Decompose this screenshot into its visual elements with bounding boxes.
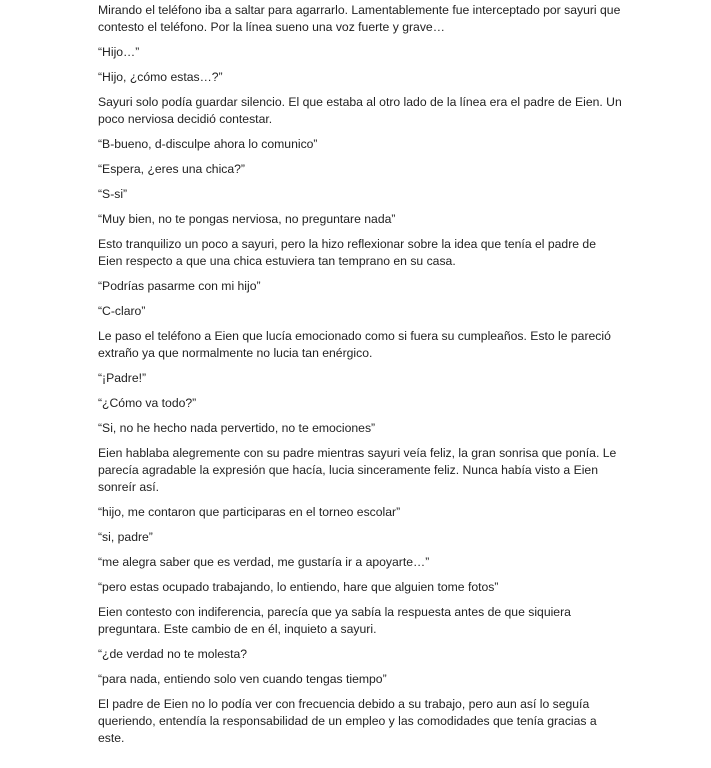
paragraph-23: “para nada, entiendo solo ven cuando tengas tiempo” [98, 672, 387, 686]
paragraph-12: Le paso el teléfono a Eien que lucía emocionado como si fuera su cumpleaños. Esto le pareció extraño ya que normalmente no lucia tan enérgico. [98, 329, 611, 360]
paragraph-14: “¿Cómo va todo?” [98, 396, 197, 410]
paragraph-21: Eien contesto con indiferencia, parecía que ya sabía la respuesta antes de que siquiera preguntara. Este cambio de en él, inquieto a sayuri. [98, 605, 571, 636]
paragraph-11: “C-claro” [98, 304, 146, 318]
paragraph-15: “Si, no he hecho nada pervertido, no te emociones” [98, 421, 376, 435]
paragraph-13: “¡Padre!” [98, 371, 147, 385]
paragraph-4: Sayuri solo podía guardar silencio. El que estaba al otro lado de la línea era el padre de Eien. Un poco nerviosa decidió contestar. [98, 95, 622, 126]
paragraph-24: El padre de Eien no lo podía ver con frecuencia debido a su trabajo, pero aun así lo seguía queriendo, entendía la responsabilidad de un empleo y las comodidades que tenía gracias a este. [98, 697, 597, 745]
paragraph-16: Eien hablaba alegremente con su padre mientras sayuri veía feliz, la gran sonrisa que ponía. Le parecía agradable la expresión que hacía, lucia sinceramente feliz. Nunca había visto a Eien sonreír así. [98, 446, 617, 494]
paragraph-7: “S-si” [98, 187, 128, 201]
paragraph-5: “B-bueno, d-disculpe ahora lo comunico” [98, 137, 318, 151]
paragraph-9: Esto tranquilizo un poco a sayuri, pero la hizo reflexionar sobre la idea que tenía el padre de Eien respecto a que una chica estuviera tan temprano en su casa. [98, 237, 596, 268]
paragraph-8: “Muy bien, no te pongas nerviosa, no preguntare nada” [98, 212, 396, 226]
paragraph-3: “Hijo, ¿cómo estas…?” [98, 70, 223, 84]
document-page [98, 2, 623, 755]
paragraph-18: “si, padre” [98, 530, 153, 544]
paragraph-6: “Espera, ¿eres una chica?” [98, 162, 245, 176]
paragraph-10: “Podrías pasarme con mi hijo” [98, 279, 261, 293]
paragraph-1: Mirando el teléfono iba a saltar para agarrarlo. Lamentablemente fue interceptado por sayuri que contesto el teléfono. Por la línea sueno una voz fuerte y grave… [98, 3, 621, 34]
paragraph-2: “Hijo…” [98, 45, 140, 59]
paragraph-22: “¿de verdad no te molesta? [98, 647, 248, 661]
paragraph-20: “pero estas ocupado trabajando, lo entiendo, hare que alguien tome fotos” [98, 580, 499, 594]
paragraph-17: “hijo, me contaron que participaras en el torneo escolar” [98, 505, 401, 519]
paragraph-19: “me alegra saber que es verdad, me gustaría ir a apoyarte…” [98, 555, 430, 569]
